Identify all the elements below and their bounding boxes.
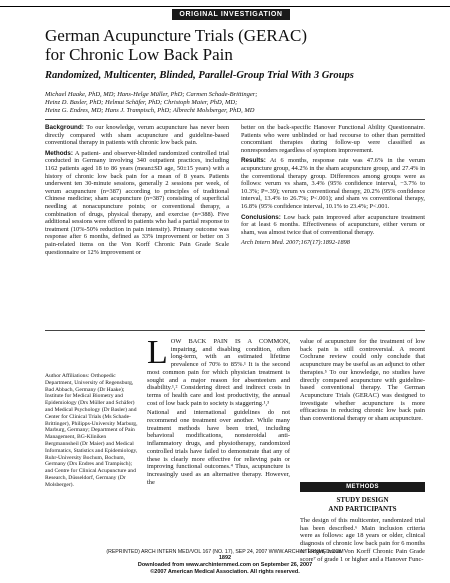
body-middle-column bbox=[147, 334, 290, 488]
copyright-notice: ©2007 American Medical Association. All rights reserved. bbox=[150, 569, 300, 575]
citation: Arch Intern Med. 2007;167(17):1892-1898 bbox=[241, 239, 350, 247]
abstract-continuation: better on the back-specific Hanover Functional Ability Questionnaire. Patients who were unblinded or had recourse to other than permitted concomitant therapies during follow-up were classified as nonresponders regardless of symptom improvement. bbox=[241, 124, 425, 154]
abstract-conclusions bbox=[241, 214, 425, 237]
conclusions-text: Low back pain improved after acupuncture treatment for at least 6 months. Effectiveness of acupuncture, either verum or sham, was almost twice that of conventional therapy. bbox=[241, 213, 425, 236]
results-text: At 6 months, response rate was 47.6% in the verum acupuncture group, 44.2% in the sham acupuncture group, and 27.4% in the conventional therapy group. Differences among groups were as follows: verum vs sham, 3.4% (95% confidence interval, −3.7% to 10.3%; P=.39); verum vs conventional therapy, 20.2% (95% confidence interval, 13.4% to 26.7%; P<.001); and sham vs conventional therapy, 16.8% (95% confidence interval, 10.1% to 23.4%; P<.001. bbox=[241, 157, 425, 210]
study-design-heading bbox=[300, 496, 425, 513]
intro-text: OW BACK PAIN IS A COMMON, impairing, and disabling condition, often long-term, with an estimated lifetime prevalence of 70% to 85%.¹ It is the second most common pain for which physician treatment is sought and a major reason for absenteeism and disability.¹,² Considering direct and indirect costs in terms of health care and lost productivity, the annual cost of low back pain to society is staggering.¹,³ bbox=[147, 338, 290, 407]
abstract-left-column bbox=[45, 124, 229, 259]
title-line-1: German Acupuncture Trials (GERAC) bbox=[45, 26, 308, 45]
abstract-right-column bbox=[241, 124, 425, 250]
results-label: Results: bbox=[241, 157, 266, 165]
section-label: ORIGINAL INVESTIGATION bbox=[172, 9, 290, 20]
article-subtitle: Randomized, Multicenter, Blinded, Parallel-Group Trial With 3 Groups bbox=[45, 70, 354, 81]
methods-heading-bar: METHODS bbox=[300, 482, 425, 492]
footer-journal-line: (REPRINTED) ARCH INTERN MED/VOL 167 (NO. 17), SEP 24, 2007 WWW.ARCHINTERNMED.COM bbox=[106, 549, 344, 555]
author-line: Michael Haake, PhD, MD; Hans-Helge Müller, PhD; Carmen Schade-Brittinger; bbox=[45, 91, 258, 98]
download-notice: Downloaded from www.archinternmed.com on September 26, 2007 bbox=[137, 562, 313, 568]
cochrane-paragraph: value of acupuncture for the treatment of low back pain is still controversial. A recent Cochrane review could only conclude that acupuncture may be useful as an adjunct to other therapies.⁵ To our knowledge, no studies have directly compared acupuncture with guideline-based conventional therapy. The German Acupuncture Trials (GERAC) was designed to investigate whether acupuncture is more efficacious in reducing chronic low back pain than conventional therapy or sham acupuncture. bbox=[300, 338, 425, 423]
drop-cap: L bbox=[147, 334, 168, 371]
author-line: Heinz D. Basler, PhD; Helmut Schäfer, PhD; Christoph Maier, PhD, MD; bbox=[45, 99, 238, 106]
methods-paragraph: The design of this multicenter, randomized trial has been described.⁶ Main inclusion criteria were as follows: age 18 years or older, clinical diagnosis of chronic low back pain for 6 months or longer, mean Von Korff Chronic Pain Grade score⁷ of grade 1 or higher and a Hanover Func- bbox=[300, 517, 425, 563]
title-line-2: for Chronic Low Back Pain bbox=[45, 45, 233, 64]
abstract-results bbox=[241, 157, 425, 210]
background-label: Background: bbox=[45, 124, 84, 131]
intro-paragraph bbox=[147, 334, 290, 407]
article-title bbox=[45, 26, 425, 64]
methods-text: A patient- and observer-blinded randomized controlled trial conducted in Germany involving 340 outpatient practices, including 1162 patients aged 18 to 86 years (mean±SD age, 50±15 years) with a history of chronic low back pain for a mean of 8 years. Patients underwent ten 30-minute sessions, generally 2 sessions per week, of verum acupuncture (n=387) according to principles of traditional Chinese medicine; sham acupuncture (n=387) consisting of superficial needling at nonacupuncture points; or conventional therapy, a combination of drugs, physical therapy, and exercise (n=388). Five additional sessions were offered to patients who had a partial response to treatment (10%-50% reduction in pain intensity). Primary outcome was response after 6 months, defined as 33% improvement or better on 3 pain-related items on the Von Korff Chronic Pain Grade Scale questionnaire or 12% improvement or bbox=[45, 149, 229, 256]
section-banner bbox=[0, 6, 450, 21]
background-text: To our knowledge, verum acupuncture has never been directly compared with sham acupuncture and guideline-based conventional therapy in patients with chronic low back pain. bbox=[45, 124, 229, 147]
methods-label: Methods: bbox=[45, 149, 73, 157]
conclusions-label: Conclusions: bbox=[241, 213, 281, 221]
body-right-column bbox=[300, 338, 425, 425]
study-heading-line-1: STUDY DESIGN bbox=[336, 496, 389, 504]
guidelines-paragraph: National and international guidelines do not recommend one treatment over another. While many treatment methods have been tried, including behavioral modifications, nonsteroidal anti-inflammatory drugs, and physiotherapy, randomized controlled trials have failed to demonstrate that any of these is clearly more effective for relieving pain or improving functional outcomes.⁴ Thus, acupuncture is increasingly used as an alternative therapy. However, the bbox=[147, 409, 290, 486]
abstract-methods bbox=[45, 150, 229, 256]
author-line: Heinz G. Endres, MD; Hans J. Trampisch, PhD; Albrecht Molsberger, PhD, MD bbox=[45, 107, 255, 114]
study-heading-line-2: AND PARTICIPANTS bbox=[328, 504, 397, 513]
author-list bbox=[45, 91, 345, 115]
abstract-top-rule bbox=[45, 119, 425, 120]
page-number: 1892 bbox=[218, 555, 232, 561]
author-affiliations: Author Affiliations: Orthopedic Department, University of Regensburg, Bad Abbach, Germany (Dr Haake); Institute for Medical Biometry and Epidemiology (Drs Müller and Schäfer) and Medical Psychology (Dr Basler) and Center for Clinical Trials (Ms Schade-Brittinger), Philipps-University Marburg, Marburg, Germany; Department of Pain Management, BG-Kliniken Bergmannsheil (Dr Maier) and Medical Informatics, Statistics and Epidemiology, Ruhr-University Bochum, Bochum, Germany (Drs Endres and Trampisch); and Centre for Clinical Acupuncture and Research, Düsseldorf, Germany (Dr Molsberger). bbox=[45, 373, 138, 488]
abstract-background bbox=[45, 124, 229, 147]
abstract-bottom-rule bbox=[45, 330, 425, 331]
